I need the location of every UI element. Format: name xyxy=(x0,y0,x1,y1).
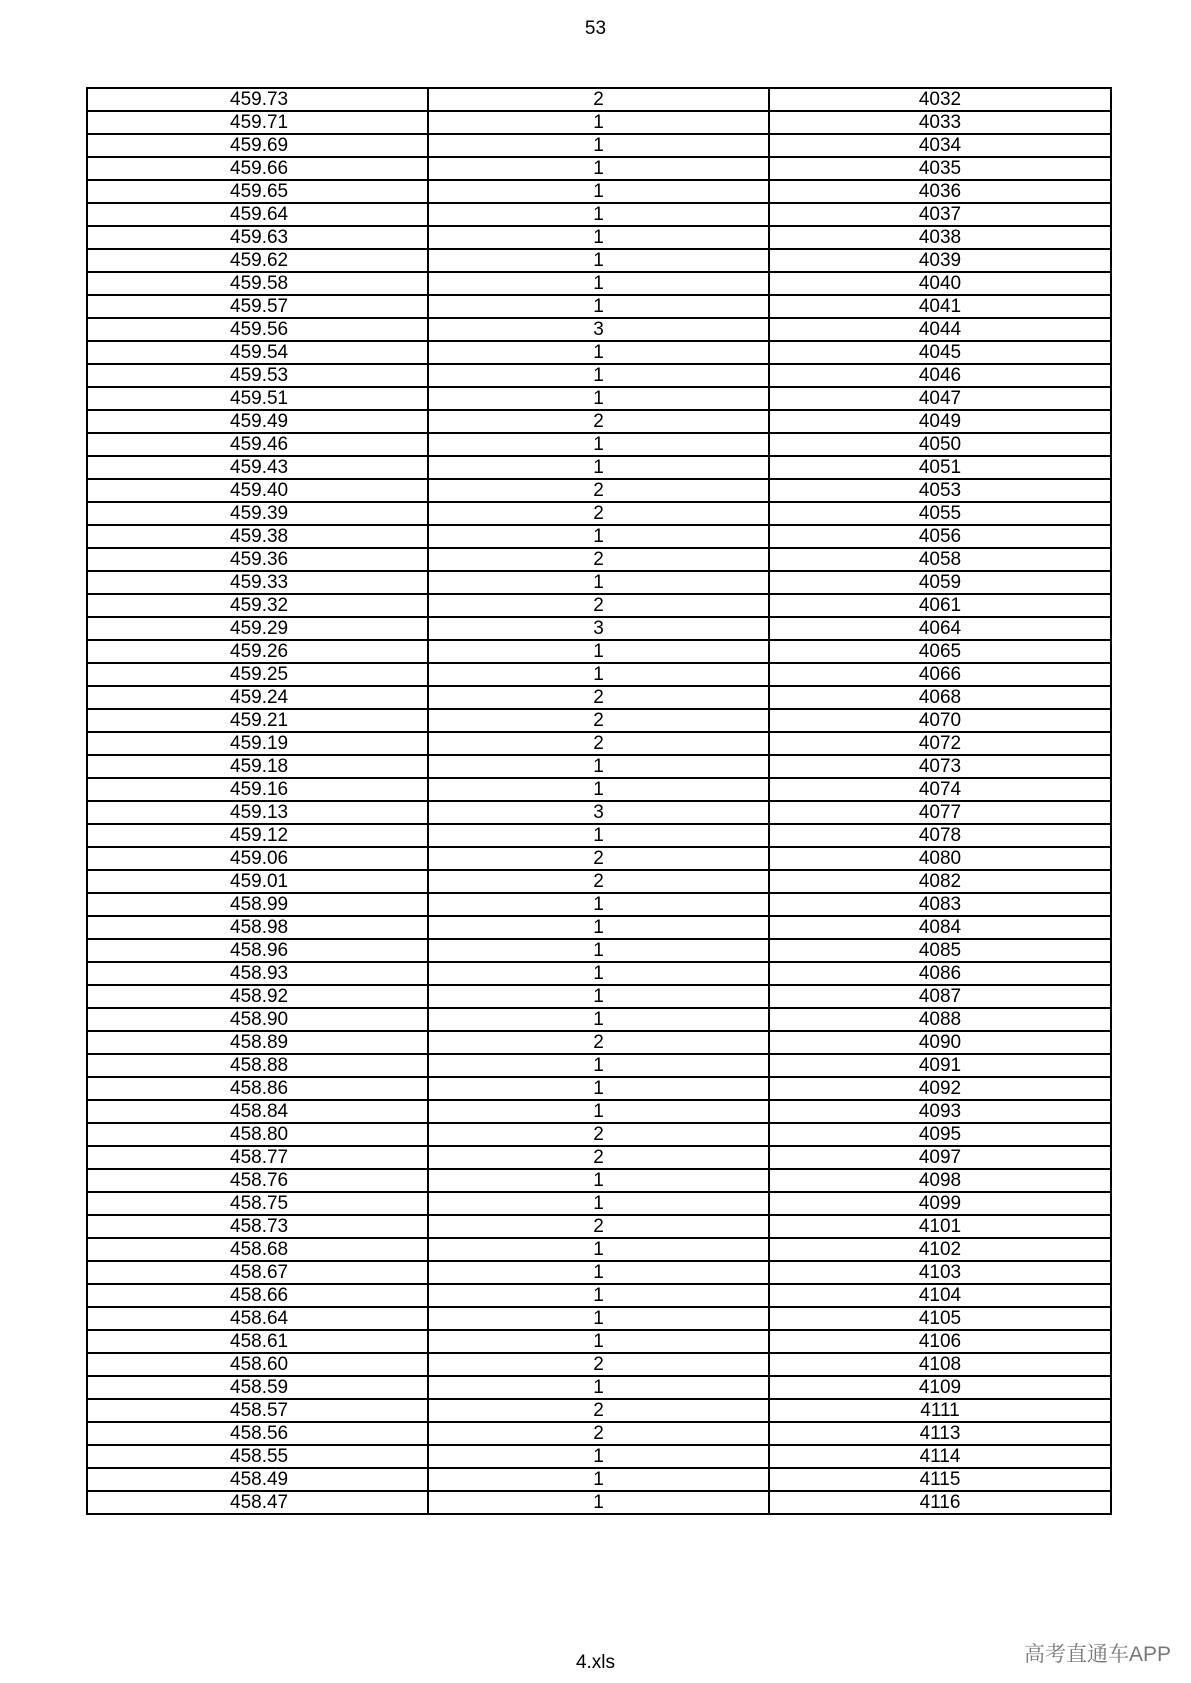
count-cell: 1 xyxy=(428,663,769,686)
score-cell: 459.64 xyxy=(87,203,428,226)
count-cell: 1 xyxy=(428,1238,769,1261)
rank-cell: 4073 xyxy=(769,755,1111,778)
count-cell: 1 xyxy=(428,1192,769,1215)
rank-cell: 4039 xyxy=(769,249,1111,272)
rank-cell: 4077 xyxy=(769,801,1111,824)
score-cell: 459.32 xyxy=(87,594,428,617)
rank-cell: 4072 xyxy=(769,732,1111,755)
rank-cell: 4053 xyxy=(769,479,1111,502)
table-row xyxy=(87,870,1111,893)
count-cell: 2 xyxy=(428,732,769,755)
table-row xyxy=(87,1376,1111,1399)
rank-cell: 4074 xyxy=(769,778,1111,801)
count-cell: 1 xyxy=(428,640,769,663)
table-row xyxy=(87,1238,1111,1261)
count-cell: 1 xyxy=(428,272,769,295)
score-cell: 459.43 xyxy=(87,456,428,479)
rank-cell: 4087 xyxy=(769,985,1111,1008)
score-cell: 459.51 xyxy=(87,387,428,410)
score-cell: 459.57 xyxy=(87,295,428,318)
count-cell: 2 xyxy=(428,709,769,732)
score-cell: 459.40 xyxy=(87,479,428,502)
rank-cell: 4035 xyxy=(769,157,1111,180)
count-cell: 1 xyxy=(428,1077,769,1100)
rank-cell: 4102 xyxy=(769,1238,1111,1261)
score-cell: 458.57 xyxy=(87,1399,428,1422)
count-cell: 2 xyxy=(428,410,769,433)
score-cell: 459.73 xyxy=(87,88,428,111)
rank-cell: 4104 xyxy=(769,1284,1111,1307)
table-row xyxy=(87,709,1111,732)
rank-cell: 4090 xyxy=(769,1031,1111,1054)
table-row xyxy=(87,1307,1111,1330)
table-row xyxy=(87,249,1111,272)
count-cell: 1 xyxy=(428,387,769,410)
table-row xyxy=(87,640,1111,663)
count-cell: 1 xyxy=(428,203,769,226)
table-row xyxy=(87,1491,1111,1514)
score-cell: 458.68 xyxy=(87,1238,428,1261)
table-row xyxy=(87,778,1111,801)
footer-filename: 4.xls xyxy=(575,1652,616,1673)
score-cell: 459.49 xyxy=(87,410,428,433)
score-cell: 459.39 xyxy=(87,502,428,525)
rank-cell: 4114 xyxy=(769,1445,1111,1468)
score-cell: 459.53 xyxy=(87,364,428,387)
score-cell: 459.36 xyxy=(87,548,428,571)
table-row xyxy=(87,1192,1111,1215)
score-cell: 458.84 xyxy=(87,1100,428,1123)
rank-cell: 4097 xyxy=(769,1146,1111,1169)
count-cell: 2 xyxy=(428,1215,769,1238)
table-row xyxy=(87,456,1111,479)
table-row xyxy=(87,548,1111,571)
rank-cell: 4116 xyxy=(769,1491,1111,1514)
table-row xyxy=(87,1100,1111,1123)
rank-cell: 4032 xyxy=(769,88,1111,111)
score-cell: 458.80 xyxy=(87,1123,428,1146)
rank-cell: 4111 xyxy=(769,1399,1111,1422)
count-cell: 1 xyxy=(428,824,769,847)
table-row xyxy=(87,847,1111,870)
count-cell: 1 xyxy=(428,180,769,203)
table-row xyxy=(87,686,1111,709)
rank-cell: 4040 xyxy=(769,272,1111,295)
rank-cell: 4049 xyxy=(769,410,1111,433)
table-row xyxy=(87,1169,1111,1192)
rank-cell: 4098 xyxy=(769,1169,1111,1192)
table-row xyxy=(87,295,1111,318)
rank-cell: 4033 xyxy=(769,111,1111,134)
count-cell: 1 xyxy=(428,249,769,272)
count-cell: 1 xyxy=(428,1100,769,1123)
score-cell: 459.65 xyxy=(87,180,428,203)
score-cell: 459.12 xyxy=(87,824,428,847)
count-cell: 2 xyxy=(428,548,769,571)
score-cell: 458.92 xyxy=(87,985,428,1008)
table-row xyxy=(87,525,1111,548)
count-cell: 1 xyxy=(428,341,769,364)
table-row xyxy=(87,1077,1111,1100)
rank-cell: 4047 xyxy=(769,387,1111,410)
table-row xyxy=(87,1031,1111,1054)
rank-cell: 4044 xyxy=(769,318,1111,341)
count-cell: 1 xyxy=(428,985,769,1008)
count-cell: 2 xyxy=(428,870,769,893)
table-row xyxy=(87,824,1111,847)
table-row xyxy=(87,502,1111,525)
count-cell: 1 xyxy=(428,157,769,180)
table-row xyxy=(87,364,1111,387)
score-cell: 458.77 xyxy=(87,1146,428,1169)
table-row xyxy=(87,479,1111,502)
score-cell: 459.06 xyxy=(87,847,428,870)
score-cell: 459.25 xyxy=(87,663,428,686)
score-cell: 458.61 xyxy=(87,1330,428,1353)
count-cell: 2 xyxy=(428,686,769,709)
score-cell: 459.24 xyxy=(87,686,428,709)
table-row xyxy=(87,571,1111,594)
score-cell: 459.01 xyxy=(87,870,428,893)
score-cell: 459.58 xyxy=(87,272,428,295)
count-cell: 1 xyxy=(428,916,769,939)
table-row xyxy=(87,893,1111,916)
rank-cell: 4113 xyxy=(769,1422,1111,1445)
rank-cell: 4092 xyxy=(769,1077,1111,1100)
score-table xyxy=(86,87,1112,1515)
table-row xyxy=(87,939,1111,962)
score-cell: 458.73 xyxy=(87,1215,428,1238)
count-cell: 1 xyxy=(428,1284,769,1307)
score-cell: 458.66 xyxy=(87,1284,428,1307)
table-row xyxy=(87,226,1111,249)
rank-cell: 4055 xyxy=(769,502,1111,525)
count-cell: 2 xyxy=(428,1146,769,1169)
count-cell: 1 xyxy=(428,433,769,456)
rank-cell: 4083 xyxy=(769,893,1111,916)
count-cell: 2 xyxy=(428,88,769,111)
table-row xyxy=(87,1445,1111,1468)
rank-cell: 4037 xyxy=(769,203,1111,226)
rank-cell: 4038 xyxy=(769,226,1111,249)
count-cell: 1 xyxy=(428,1491,769,1514)
score-cell: 459.13 xyxy=(87,801,428,824)
score-cell: 459.71 xyxy=(87,111,428,134)
table-row xyxy=(87,732,1111,755)
count-cell: 1 xyxy=(428,134,769,157)
table-row xyxy=(87,433,1111,456)
table-row xyxy=(87,272,1111,295)
table-row xyxy=(87,157,1111,180)
score-cell: 458.67 xyxy=(87,1261,428,1284)
rank-cell: 4109 xyxy=(769,1376,1111,1399)
score-cell: 459.66 xyxy=(87,157,428,180)
table-row xyxy=(87,111,1111,134)
table-row xyxy=(87,962,1111,985)
score-cell: 459.56 xyxy=(87,318,428,341)
rank-cell: 4105 xyxy=(769,1307,1111,1330)
rank-cell: 4050 xyxy=(769,433,1111,456)
count-cell: 1 xyxy=(428,456,769,479)
count-cell: 1 xyxy=(428,755,769,778)
count-cell: 1 xyxy=(428,571,769,594)
score-cell: 459.29 xyxy=(87,617,428,640)
score-cell: 458.98 xyxy=(87,916,428,939)
score-cell: 458.60 xyxy=(87,1353,428,1376)
table-row xyxy=(87,594,1111,617)
rank-cell: 4051 xyxy=(769,456,1111,479)
rank-cell: 4041 xyxy=(769,295,1111,318)
table-row xyxy=(87,916,1111,939)
score-cell: 458.90 xyxy=(87,1008,428,1031)
score-cell: 459.62 xyxy=(87,249,428,272)
score-cell: 459.19 xyxy=(87,732,428,755)
count-cell: 1 xyxy=(428,1008,769,1031)
count-cell: 1 xyxy=(428,1169,769,1192)
score-cell: 458.76 xyxy=(87,1169,428,1192)
table-row xyxy=(87,801,1111,824)
count-cell: 2 xyxy=(428,1399,769,1422)
score-cell: 458.99 xyxy=(87,893,428,916)
rank-cell: 4091 xyxy=(769,1054,1111,1077)
score-cell: 459.38 xyxy=(87,525,428,548)
page-number: 53 xyxy=(584,18,607,39)
rank-cell: 4085 xyxy=(769,939,1111,962)
count-cell: 1 xyxy=(428,1307,769,1330)
rank-cell: 4093 xyxy=(769,1100,1111,1123)
count-cell: 1 xyxy=(428,525,769,548)
count-cell: 1 xyxy=(428,1468,769,1491)
score-cell: 459.16 xyxy=(87,778,428,801)
rank-cell: 4080 xyxy=(769,847,1111,870)
table-row xyxy=(87,1054,1111,1077)
count-cell: 2 xyxy=(428,502,769,525)
table-row xyxy=(87,134,1111,157)
rank-cell: 4108 xyxy=(769,1353,1111,1376)
table-row xyxy=(87,1284,1111,1307)
rank-cell: 4082 xyxy=(769,870,1111,893)
table-row xyxy=(87,1330,1111,1353)
score-cell: 458.89 xyxy=(87,1031,428,1054)
score-cell: 459.46 xyxy=(87,433,428,456)
table-row xyxy=(87,1261,1111,1284)
count-cell: 3 xyxy=(428,318,769,341)
rank-cell: 4086 xyxy=(769,962,1111,985)
count-cell: 1 xyxy=(428,1261,769,1284)
score-cell: 458.96 xyxy=(87,939,428,962)
table-row xyxy=(87,1215,1111,1238)
rank-cell: 4101 xyxy=(769,1215,1111,1238)
count-cell: 1 xyxy=(428,226,769,249)
table-row xyxy=(87,318,1111,341)
table-row xyxy=(87,203,1111,226)
table-body xyxy=(87,88,1111,1514)
count-cell: 2 xyxy=(428,1123,769,1146)
rank-cell: 4099 xyxy=(769,1192,1111,1215)
rank-cell: 4036 xyxy=(769,180,1111,203)
table-row xyxy=(87,617,1111,640)
rank-cell: 4068 xyxy=(769,686,1111,709)
rank-cell: 4034 xyxy=(769,134,1111,157)
count-cell: 2 xyxy=(428,1031,769,1054)
count-cell: 1 xyxy=(428,893,769,916)
table-row xyxy=(87,1146,1111,1169)
score-cell: 459.69 xyxy=(87,134,428,157)
score-cell: 459.18 xyxy=(87,755,428,778)
rank-cell: 4103 xyxy=(769,1261,1111,1284)
table-row xyxy=(87,663,1111,686)
count-cell: 1 xyxy=(428,962,769,985)
rank-cell: 4088 xyxy=(769,1008,1111,1031)
count-cell: 1 xyxy=(428,111,769,134)
rank-cell: 4056 xyxy=(769,525,1111,548)
table-row xyxy=(87,1008,1111,1031)
rank-cell: 4065 xyxy=(769,640,1111,663)
score-cell: 458.49 xyxy=(87,1468,428,1491)
rank-cell: 4059 xyxy=(769,571,1111,594)
score-cell: 459.26 xyxy=(87,640,428,663)
count-cell: 1 xyxy=(428,1054,769,1077)
score-cell: 459.33 xyxy=(87,571,428,594)
rank-cell: 4064 xyxy=(769,617,1111,640)
watermark: 高考直通车APP xyxy=(1023,1643,1171,1666)
score-cell: 458.59 xyxy=(87,1376,428,1399)
count-cell: 1 xyxy=(428,364,769,387)
table-row xyxy=(87,755,1111,778)
count-cell: 2 xyxy=(428,479,769,502)
rank-cell: 4046 xyxy=(769,364,1111,387)
count-cell: 2 xyxy=(428,1353,769,1376)
rank-cell: 4058 xyxy=(769,548,1111,571)
table-row xyxy=(87,1123,1111,1146)
rank-cell: 4070 xyxy=(769,709,1111,732)
count-cell: 1 xyxy=(428,939,769,962)
count-cell: 1 xyxy=(428,1330,769,1353)
table-row xyxy=(87,88,1111,111)
table-row xyxy=(87,341,1111,364)
table-row xyxy=(87,1353,1111,1376)
score-cell: 459.21 xyxy=(87,709,428,732)
count-cell: 2 xyxy=(428,847,769,870)
count-cell: 3 xyxy=(428,617,769,640)
score-cell: 458.93 xyxy=(87,962,428,985)
score-cell: 458.64 xyxy=(87,1307,428,1330)
rank-cell: 4045 xyxy=(769,341,1111,364)
count-cell: 3 xyxy=(428,801,769,824)
count-cell: 1 xyxy=(428,1445,769,1468)
rank-cell: 4115 xyxy=(769,1468,1111,1491)
score-cell: 458.56 xyxy=(87,1422,428,1445)
rank-cell: 4106 xyxy=(769,1330,1111,1353)
score-cell: 458.47 xyxy=(87,1491,428,1514)
count-cell: 1 xyxy=(428,1376,769,1399)
rank-cell: 4061 xyxy=(769,594,1111,617)
table-row xyxy=(87,1399,1111,1422)
rank-cell: 4095 xyxy=(769,1123,1111,1146)
rank-cell: 4084 xyxy=(769,916,1111,939)
score-cell: 458.86 xyxy=(87,1077,428,1100)
table-row xyxy=(87,387,1111,410)
score-cell: 459.63 xyxy=(87,226,428,249)
count-cell: 1 xyxy=(428,778,769,801)
table-row xyxy=(87,180,1111,203)
score-cell: 458.88 xyxy=(87,1054,428,1077)
table-row xyxy=(87,410,1111,433)
table-row xyxy=(87,985,1111,1008)
rank-cell: 4066 xyxy=(769,663,1111,686)
score-cell: 458.55 xyxy=(87,1445,428,1468)
count-cell: 2 xyxy=(428,1422,769,1445)
score-cell: 459.54 xyxy=(87,341,428,364)
score-cell: 458.75 xyxy=(87,1192,428,1215)
rank-cell: 4078 xyxy=(769,824,1111,847)
table-row xyxy=(87,1468,1111,1491)
count-cell: 1 xyxy=(428,295,769,318)
count-cell: 2 xyxy=(428,594,769,617)
table-row xyxy=(87,1422,1111,1445)
